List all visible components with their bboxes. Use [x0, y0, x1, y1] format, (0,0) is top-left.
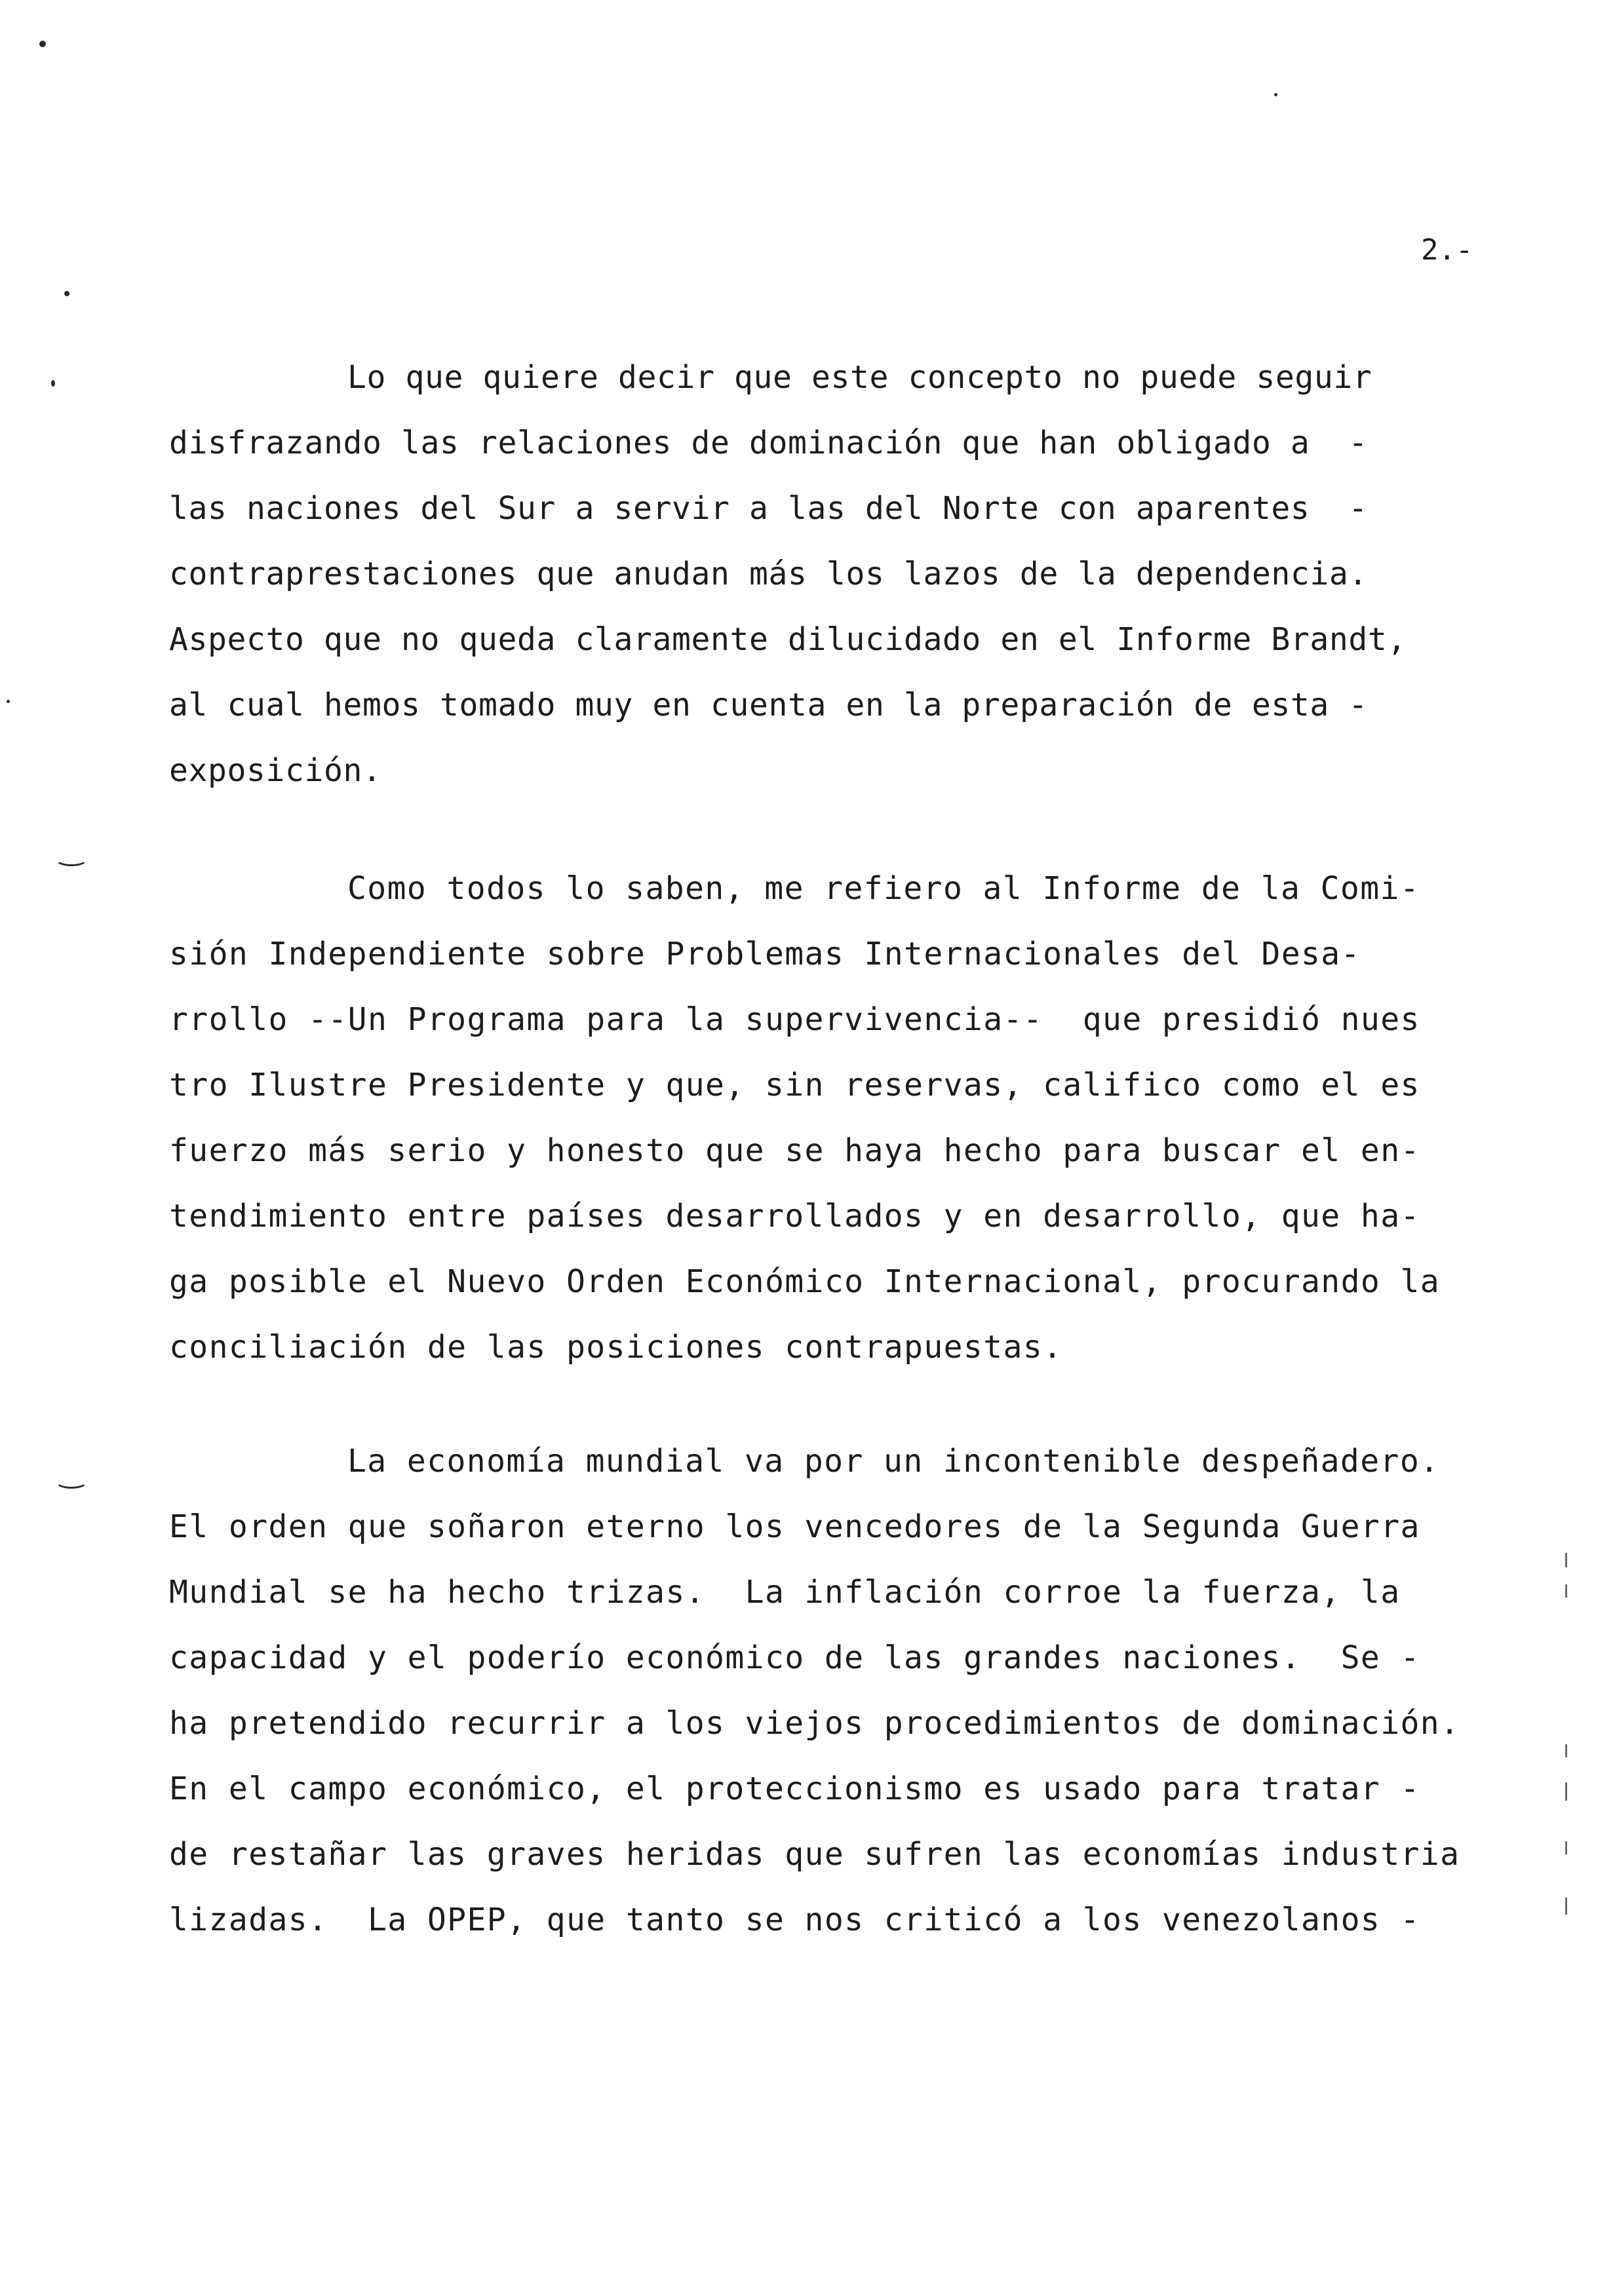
text-line: exposición.	[169, 752, 382, 789]
binding-hole-mark	[55, 1474, 88, 1489]
scan-speck	[64, 291, 69, 296]
text-line: tro Ilustre Presidente y que, sin reservas, califico como el es	[169, 1067, 1420, 1103]
scan-speck	[7, 700, 10, 703]
text-line: de restañar las graves heridas que sufren las economías industria	[169, 1836, 1460, 1873]
scan-tick	[1565, 1553, 1567, 1567]
paragraph-1	[169, 345, 1454, 803]
scan-tick	[1565, 1898, 1567, 1915]
text-line: El orden que soñaron eterno los vencedores de la Segunda Guerra	[169, 1508, 1420, 1545]
text-line: capacidad y el poderío económico de las grandes naciones. Se -	[169, 1639, 1420, 1676]
text-line: rrollo --Un Programa para la supervivencia-- que presidió nues	[169, 1001, 1420, 1038]
text-line: sión Independiente sobre Problemas Internacionales del Desa-	[169, 936, 1361, 972]
text-line: las naciones del Sur a servir a las del Norte con aparentes -	[169, 490, 1368, 527]
scan-speck	[39, 41, 46, 47]
binding-hole-mark	[55, 852, 88, 866]
text-line: tendimiento entre países desarrollados y en desarrollo, que ha-	[169, 1198, 1420, 1234]
scan-speck	[51, 380, 55, 387]
text-line: lizadas. La OPEP, que tanto se nos criticó a los venezolanos -	[169, 1902, 1420, 1938]
paragraph-3	[169, 1428, 1460, 1953]
text-line: En el campo económico, el proteccionismo es usado para tratar -	[169, 1770, 1420, 1807]
text-line: fuerzo más serio y honesto que se haya hecho para buscar el en-	[169, 1132, 1420, 1169]
text-line: Aspecto que no queda claramente dilucidado en el Informe Brandt,	[169, 621, 1407, 658]
scan-tick	[1565, 1841, 1567, 1854]
text-line: Mundial se ha hecho trizas. La inflación corroe la fuerza, la	[169, 1574, 1401, 1611]
text-line: Lo que quiere decir que este concepto no puede seguir	[347, 359, 1372, 396]
text-line: conciliación de las posiciones contrapuestas.	[169, 1329, 1063, 1366]
text-line: Como todos lo saben, me refiero al Informe de la Comi-	[347, 870, 1420, 907]
text-line: al cual hemos tomado muy en cuenta en la preparación de esta -	[169, 687, 1368, 723]
scan-tick	[1565, 1584, 1567, 1598]
text-line: ha pretendido recurrir a los viejos procedimientos de dominación.	[169, 1705, 1460, 1742]
paragraph-2	[169, 856, 1454, 1380]
scan-tick	[1565, 1782, 1567, 1801]
text-line: disfrazando las relaciones de dominación que han obligado a -	[169, 425, 1368, 461]
scan-tick	[1565, 1744, 1567, 1757]
text-line: contraprestaciones que anudan más los lazos de la dependencia.	[169, 556, 1368, 592]
page-number: 2.-	[1421, 233, 1473, 267]
text-line: ga posible el Nuevo Orden Económico Internacional, procurando la	[169, 1263, 1441, 1300]
scan-speck	[1274, 93, 1277, 96]
text-line: La economía mundial va por un incontenible despeñadero.	[347, 1443, 1440, 1480]
